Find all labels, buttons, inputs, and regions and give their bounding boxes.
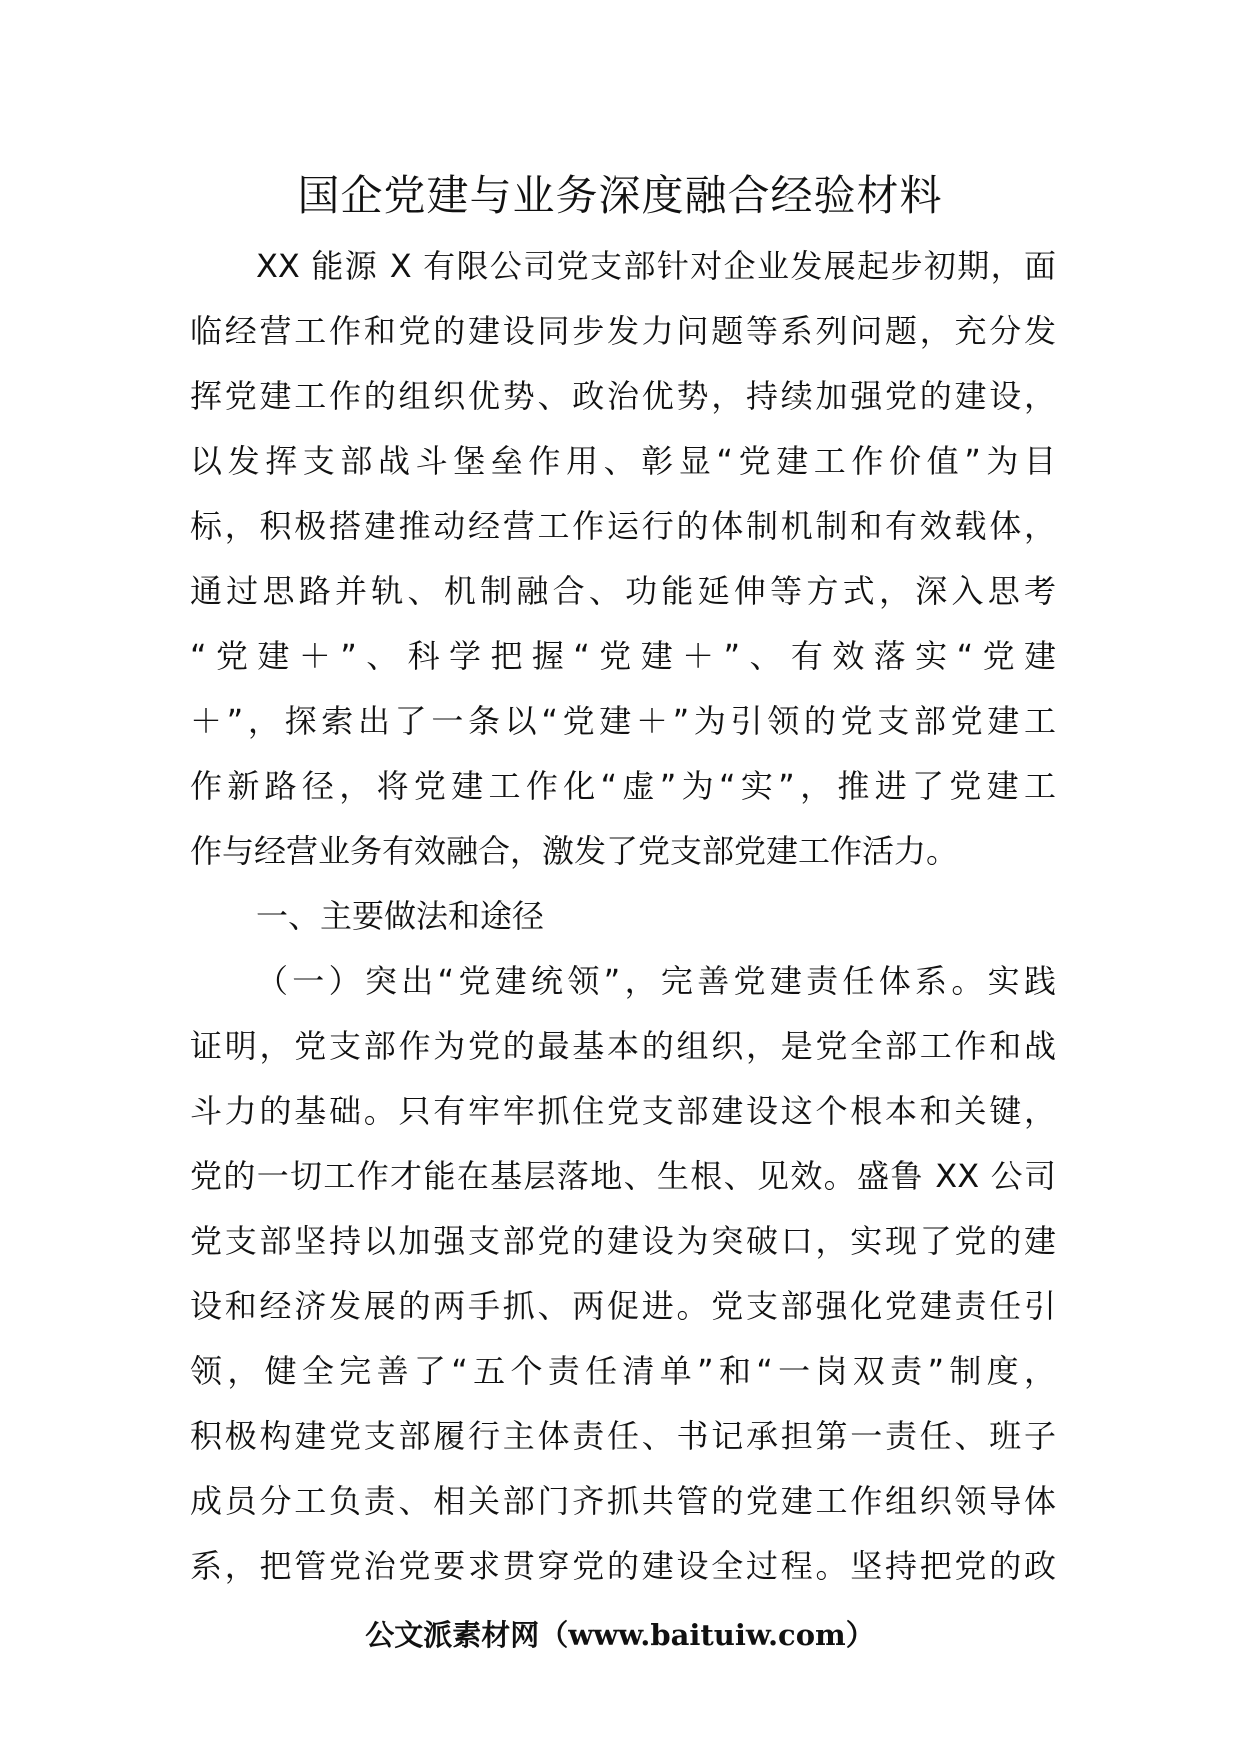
document-title: 国企党建与业务深度融合经验材料 (297, 171, 943, 220)
paragraph-line: 作新路径，将党建工作化“虚”为“实”，推进了党建工 (190, 767, 1056, 805)
paragraph-line: 成员分工负责、相关部门齐抓共管的党建工作组织领导体 (190, 1482, 1056, 1520)
paragraph-line: 党的一切工作才能在基层落地、生根、见效。盛鲁 XX 公司 (190, 1157, 1056, 1195)
paragraph-line: 临经营工作和党的建设同步发力问题等系列问题，充分发 (190, 312, 1056, 350)
paragraph-line: 党支部坚持以加强支部党的建设为突破口，实现了党的建 (190, 1222, 1056, 1260)
document-body (190, 234, 1056, 1599)
paragraph-line: 作与经营业务有效融合，激发了党支部党建工作活力。 (190, 832, 959, 870)
paragraph-line: 以发挥支部战斗堡垒作用、彰显“党建工作价值”为目 (190, 442, 1056, 480)
paragraph-line: 系，把管党治党要求贯穿党的建设全过程。坚持把党的政 (190, 1547, 1056, 1585)
paragraph-line: 设和经济发展的两手抓、两促进。党支部强化党建责任引 (190, 1287, 1056, 1325)
section-heading: 一、主要做法和途径 (256, 897, 545, 935)
paragraph-line: 积极构建党支部履行主体责任、书记承担第一责任、班子 (190, 1417, 1056, 1455)
paragraph-line: 斗力的基础。只有牢牢抓住党支部建设这个根本和关键， (190, 1092, 1056, 1130)
paragraph-line: 挥党建工作的组织优势、政治优势，持续加强党的建设， (190, 377, 1056, 415)
page-footer: 公文派素材网（www.baituiw.com） (365, 1618, 875, 1652)
paragraph-line: 证明，党支部作为党的最基本的组织，是党全部工作和战 (190, 1027, 1056, 1065)
paragraph-line: 通过思路并轨、机制融合、功能延伸等方式，深入思考 (190, 572, 1056, 610)
paragraph-line: XX 能源 X 有限公司党支部针对企业发展起步初期，面 (256, 247, 1056, 285)
paragraph-line: 领，健全完善了“五个责任清单”和“一岗双责”制度， (190, 1352, 1056, 1390)
paragraph-line: （一）突出“党建统领”，完善党建责任体系。实践 (256, 962, 1056, 1000)
paragraph-line: 标，积极搭建推动经营工作运行的体制机制和有效载体， (190, 507, 1056, 545)
paragraph-line: “党建＋”、科学把握“党建＋”、有效落实“党建 (190, 637, 1056, 675)
paragraph-line: ＋”，探索出了一条以“党建＋”为引领的党支部党建工 (190, 702, 1056, 740)
